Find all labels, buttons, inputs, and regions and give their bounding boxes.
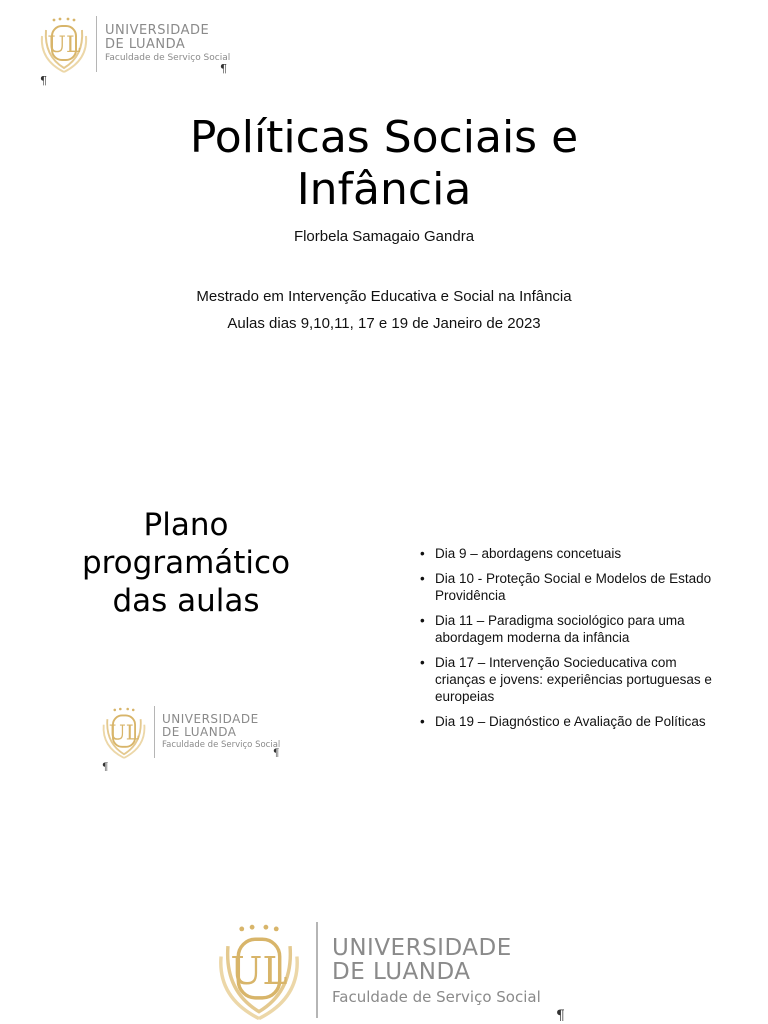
university-crest-icon: [214, 922, 304, 1022]
logo-faculty: Faculdade de Serviço Social: [105, 53, 231, 64]
logo-university-line1: UNIVERSIDADE: [105, 23, 210, 38]
program-title: [60, 506, 312, 620]
svg-text:UL: UL: [108, 720, 140, 745]
list-item: • Dia 10 - Proteção Social e Modelos de Estado Providência: [420, 571, 712, 603]
class-schedule-list: [420, 545, 720, 738]
pilcrow-mark: ¶: [556, 1008, 565, 1024]
university-crest-icon: [38, 16, 90, 74]
title-line: programático: [81, 545, 291, 581]
bullet-icon: •: [420, 714, 425, 729]
logo-faculty: Faculdade de Serviço Social: [332, 988, 541, 1007]
program-name: Mestrado em Intervenção Educativa e Social na Infância: [196, 288, 572, 305]
pilcrow-mark: ¶: [273, 748, 280, 759]
pilcrow-mark: ¶: [102, 762, 109, 773]
bullet-icon: •: [420, 546, 425, 561]
slide-program: [0, 440, 768, 840]
university-crest-icon: [100, 706, 148, 760]
bullet-icon: •: [420, 655, 425, 670]
logo-university-line2: DE LUANDA: [105, 36, 186, 52]
list-item: • Dia 17 – Intervenção Socieducativa com crianças e jovens: experiências portuguesas e europeias: [420, 655, 712, 704]
course-info: [0, 283, 768, 337]
svg-text:UL: UL: [230, 949, 288, 994]
bullet-icon: •: [420, 571, 425, 586]
title-line: das aulas: [112, 583, 260, 619]
svg-text:UL: UL: [47, 33, 81, 58]
slide-logo: [0, 860, 768, 1024]
slide-title: [0, 0, 768, 420]
pilcrow-mark: ¶: [220, 62, 227, 75]
pilcrow-mark: ¶: [40, 74, 47, 87]
bullet-icon: •: [420, 613, 425, 628]
university-logo: [38, 16, 230, 74]
list-item: • Dia 9 – abordagens concetuais: [420, 546, 622, 561]
logo-university-line2: DE LUANDA: [332, 959, 471, 986]
list-item: • Dia 11 – Paradigma sociológico para uma abordagem moderna da infância: [420, 613, 685, 645]
university-logo: [214, 922, 541, 1022]
logo-university-line1: UNIVERSIDADE: [332, 935, 512, 961]
logo-university-line2: DE LUANDA: [162, 724, 237, 739]
logo-university-line1: UNIVERSIDADE: [162, 712, 259, 726]
logo-divider: [154, 706, 155, 758]
logo-divider: [316, 922, 318, 1018]
list-item: • Dia 19 – Diagnóstico e Avaliação de Políticas: [420, 714, 706, 729]
university-logo: [100, 706, 280, 760]
class-dates: Aulas dias 9,10,11, 17 e 19 de Janeiro de 2023: [227, 315, 541, 332]
title-line: Infância: [296, 164, 472, 215]
logo-divider: [96, 16, 97, 72]
author-name: Florbela Samagaio Gandra: [293, 228, 475, 245]
title-line: Políticas Sociais e: [189, 112, 579, 163]
presentation-title: [0, 112, 768, 216]
title-line: Plano: [143, 507, 229, 543]
logo-faculty: Faculdade de Serviço Social: [162, 740, 281, 751]
